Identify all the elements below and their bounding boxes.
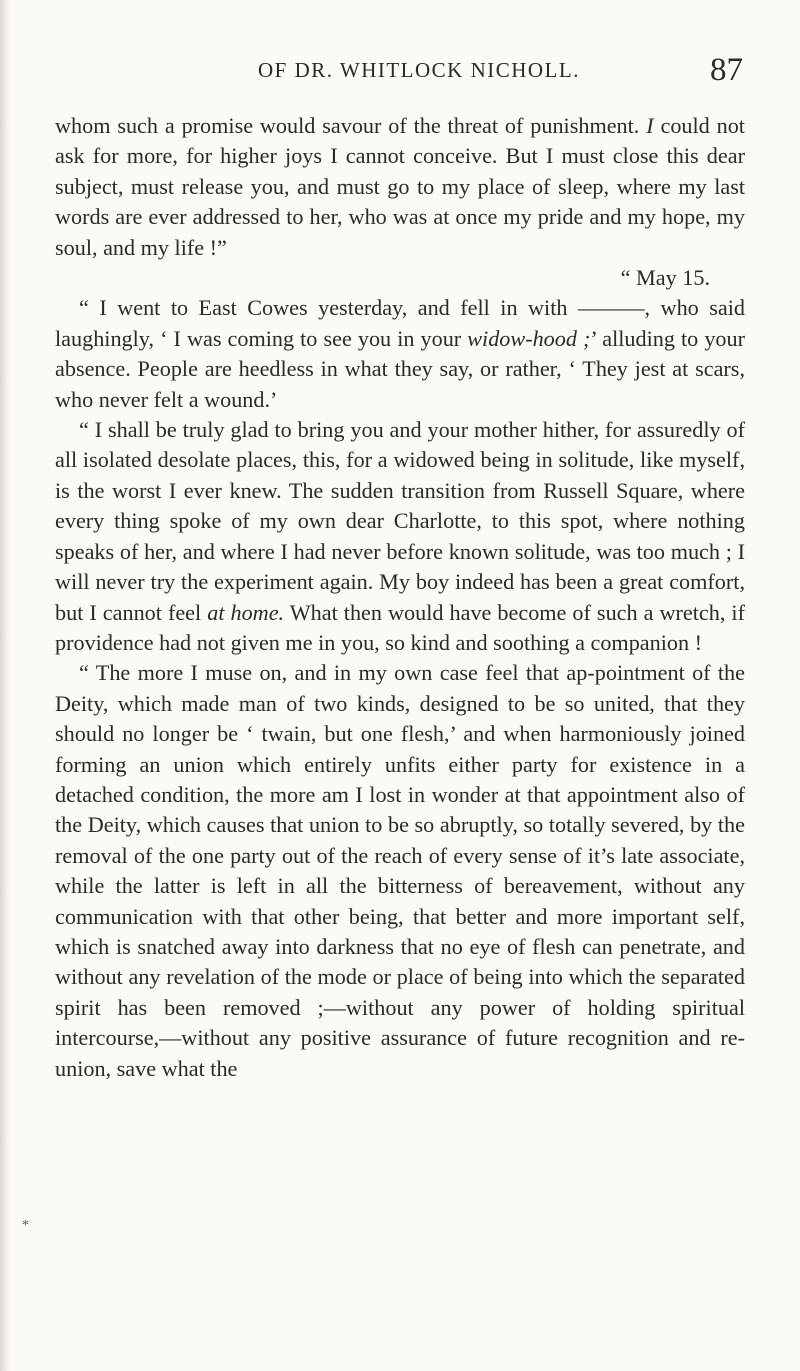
text-run: whom such a promise would savour of the threat of punishment. [55, 113, 647, 138]
body-text [55, 111, 745, 1084]
paragraph-4: “ The more I muse on, and in my own case feel that ap-pointment of the Deity, which made man of two kinds, designed to be so united, that they should no longer be ‘ twain, but one flesh,’ and when harmoniously joined forming an union which entirely unfits either party for existence in a detached condition, the more am I lost in wonder at that appointment also of the Deity, which causes that union to be so abruptly, so totally severed, by the removal of the one party out of the reach of every sense of it’s late associate, while the latter is left in all the bitterness of bereavement, without any communication with that other being, that better and more important self, which is snatched away into darkness that no eye of flesh can penetrate, and without any revelation of the mode or place of being into which the separated spirit has been removed ;—without any power of holding spiritual intercourse,—without any positive assurance of future recognition and re-union, save what the [55, 660, 745, 1081]
text-run: What then would have become of such a wretch, if providence had not given me in you, so kind and soothing a companion ! [55, 599, 745, 655]
italic-text: I [646, 113, 654, 138]
text-run: ’ alluding to your absence. People are heedless in what they say, or rather, ‘ They jest at scars, who never felt a wound.’ [55, 325, 745, 412]
page-number: 87 [710, 52, 743, 88]
margin-mark: * [22, 1218, 29, 1233]
text-run: could not ask for more, for higher joys I cannot conceive. But I must close this dear subject, must release you, and must go to my place of sleep, where my last words are ever addressed to her, who was at once my pride and my hope, my soul, and my life !” [55, 113, 745, 260]
italic-text: widow-hood ; [467, 325, 591, 351]
italic-text: at home. [207, 599, 285, 625]
letter-dateline: “ May 15. [620, 265, 710, 291]
page-header [95, 52, 743, 98]
running-head: OF DR. WHITLOCK NICHOLL. [257, 58, 580, 82]
paragraph-1 [55, 111, 745, 263]
paragraph-2 [55, 293, 745, 415]
page-gutter-shadow [0, 0, 10, 1371]
text-run: “ I went to East Cowes yesterday, and fell in with ———, who said laughingly, ‘ I was coming to see you in your [55, 295, 745, 351]
text-run: “ I shall be truly glad to bring you and your mother hither, for assuredly of all isolated desolate places, this, for a widowed being in solitude, like myself, is the worst I ever knew. The sudden transition from Russell Square, where every thing spoke of my own dear Charlotte, to this spot, where nothing speaks of her, and where I had never before known solitude, was too much ; I will never try the experiment again. My boy indeed has been a great comfort, but I cannot feel [55, 417, 745, 625]
paragraph-3 [55, 415, 745, 658]
